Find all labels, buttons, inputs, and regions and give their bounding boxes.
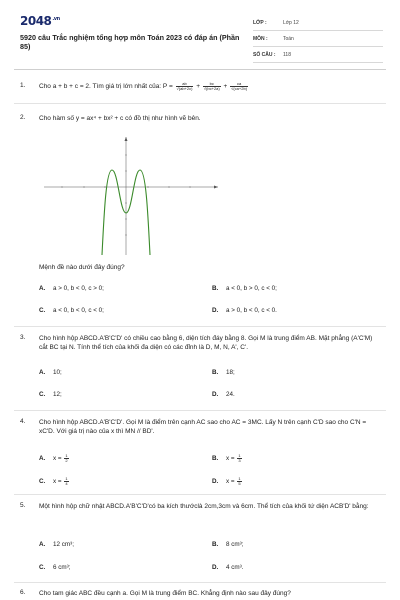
option-d[interactable]	[212, 391, 235, 398]
fraction	[64, 477, 68, 486]
question-2	[20, 114, 380, 124]
question-text: Cho hình hộp ABCD.A'B'C'D'. Gọi M là điểm trên cạnh AC sao cho AC = 3MC. Lấy N trên cạnh C'D sao cho C'N = xC'D. Với giá trị nào của x thì MN // BD'.	[39, 419, 367, 435]
meta-value: Lớp 12	[283, 19, 299, 26]
option-text: 24.	[226, 391, 235, 398]
question-divider	[14, 582, 386, 583]
denominator: 5	[238, 481, 241, 486]
option-label: A.	[39, 285, 46, 292]
option-prefix: x =	[226, 478, 237, 486]
option-a[interactable]	[39, 285, 104, 292]
option-a[interactable]	[39, 454, 70, 463]
numerator: 1	[238, 453, 241, 458]
option-c[interactable]	[39, 564, 71, 571]
fraction	[237, 477, 241, 486]
option-label: C.	[39, 564, 46, 571]
question-number: 4.	[20, 418, 26, 425]
option-label: B.	[212, 285, 219, 292]
option-label: C.	[39, 391, 46, 398]
x-axis-arrow	[214, 186, 218, 189]
option-c[interactable]	[39, 307, 104, 314]
meta-table	[253, 15, 383, 63]
option-a[interactable]	[39, 541, 74, 548]
option-text: 8 cm³;	[226, 541, 244, 548]
option-label: D.	[212, 307, 219, 314]
meta-row-class	[253, 15, 383, 31]
meta-key: LỚP :	[253, 19, 267, 26]
option-label: A.	[39, 455, 46, 463]
option-label: C.	[39, 478, 46, 486]
site-logo[interactable]	[20, 14, 60, 28]
option-text: a < 0, b < 0, c < 0;	[53, 307, 104, 314]
numerator: 1	[65, 453, 68, 458]
option-text: 4 cm³.	[226, 564, 244, 571]
numerator: 1	[65, 476, 68, 481]
denominator: √(ab+2c)	[176, 86, 193, 91]
denominator: √(ca+2b)	[231, 86, 248, 91]
y-axis-arrow	[125, 137, 128, 141]
option-prefix: x =	[53, 478, 64, 486]
meta-value: 118	[283, 51, 291, 58]
fraction	[64, 454, 68, 463]
option-text: a > 0, b < 0, c < 0.	[226, 307, 277, 314]
question-5	[20, 502, 380, 522]
question-prompt: Mệnh đề nào dưới đây đúng?	[39, 264, 125, 271]
logo-text: 2048	[20, 14, 52, 28]
option-label: A.	[39, 369, 46, 376]
question-text: Một hình hộp chữ nhật ABCD.A'B'C'D'có ba kích thướclà 2cm,3cm và 6cm. Thể tích của khối tứ diện ACB'D' bằng:	[39, 503, 369, 510]
option-text: 12 cm³;	[53, 541, 74, 548]
question-text: Cho a + b + c = 2. Tìm giá trị lớn nhất của: P = $\frac{ab}{√(ab+2c)}$ + $\frac{bc}{√(bc+2a)}$ + $\frac{ca}{√(ca+2b)}$	[39, 81, 248, 91]
option-label: B.	[212, 541, 219, 548]
numerator: ab	[176, 82, 194, 87]
option-label: C.	[39, 307, 46, 314]
option-b[interactable]	[212, 369, 235, 376]
option-c[interactable]	[39, 477, 70, 486]
fraction	[176, 82, 194, 91]
numerator: bc	[203, 82, 221, 87]
document-title: 5920 câu Trắc nghiệm tổng hợp môn Toán 2023 có đáp án (Phần 85)	[20, 33, 240, 51]
fraction	[230, 82, 248, 91]
option-c[interactable]	[39, 391, 62, 398]
question-1	[20, 82, 380, 94]
option-text: 18;	[226, 369, 235, 376]
question-number: 5.	[20, 502, 26, 509]
question-stem: Cho a + b + c = 2. Tìm giá trị lớn nhất của: P =	[39, 83, 173, 91]
question-text: Cho hình hộp ABCD.A'B'C'D' có chiều cao bằng 6, diện tích đáy bằng 8. Gọi M là trung điểm AB. Mặt phẳng (A'C'M) cắt BC tại N. Tính thể tích của khối đa diện có các đỉnh là D, M, N, A', C'.	[39, 335, 373, 351]
option-text: 6 cm³;	[53, 564, 71, 571]
question-number: 3.	[20, 334, 26, 341]
option-prefix: x =	[226, 455, 237, 463]
numerator: ca	[230, 82, 248, 87]
option-text: a > 0, b < 0, c > 0;	[53, 285, 104, 292]
function-graph	[40, 135, 220, 257]
option-prefix: x =	[53, 455, 64, 463]
option-label: A.	[39, 541, 46, 548]
denominator: √(bc+2a)	[203, 86, 220, 91]
meta-row-subject	[253, 31, 383, 47]
option-text: a < 0, b > 0, c < 0;	[226, 285, 277, 292]
page-header	[0, 0, 400, 66]
denominator: 3	[238, 458, 241, 463]
option-a[interactable]	[39, 369, 62, 376]
option-d[interactable]	[212, 307, 277, 314]
option-d[interactable]	[212, 564, 244, 571]
question-divider	[14, 410, 386, 411]
question-number: 6.	[20, 589, 26, 596]
question-divider	[14, 326, 386, 327]
meta-key: MÔN :	[253, 35, 268, 42]
meta-value: Toán	[283, 35, 294, 42]
fraction	[237, 454, 241, 463]
question-4	[20, 418, 380, 438]
question-divider	[14, 494, 386, 495]
option-label: D.	[212, 564, 219, 571]
question-3	[20, 334, 380, 354]
meta-row-count	[253, 47, 383, 63]
question-2-prompt	[20, 263, 380, 273]
denominator: 2	[65, 458, 68, 463]
option-b[interactable]	[212, 454, 243, 463]
denominator: 4	[65, 481, 68, 486]
option-label: D.	[212, 478, 219, 486]
option-label: B.	[212, 369, 219, 376]
question-number: 1.	[20, 82, 26, 89]
fraction	[203, 82, 221, 91]
option-b[interactable]	[212, 541, 244, 548]
meta-key: SỐ CÂU :	[253, 51, 276, 58]
header-divider	[14, 69, 386, 70]
option-label: D.	[212, 391, 219, 398]
logo-suffix: .vn	[52, 16, 60, 22]
option-b[interactable]	[212, 285, 277, 292]
question-text: Cho tam giác ABC đều cạnh a. Gọi M là trung điểm BC. Khẳng định nào sau đây đúng?	[39, 590, 291, 597]
numerator: 1	[238, 476, 241, 481]
option-label: B.	[212, 455, 219, 463]
question-number: 2.	[20, 114, 26, 121]
question-6	[20, 589, 380, 599]
option-text: 10;	[53, 369, 62, 376]
question-divider	[14, 103, 386, 104]
option-d[interactable]	[212, 477, 243, 486]
option-text: 12;	[53, 391, 62, 398]
question-text: Cho hàm số y = ax⁴ + bx² + c có đồ thị như hình vẽ bên.	[39, 115, 201, 122]
